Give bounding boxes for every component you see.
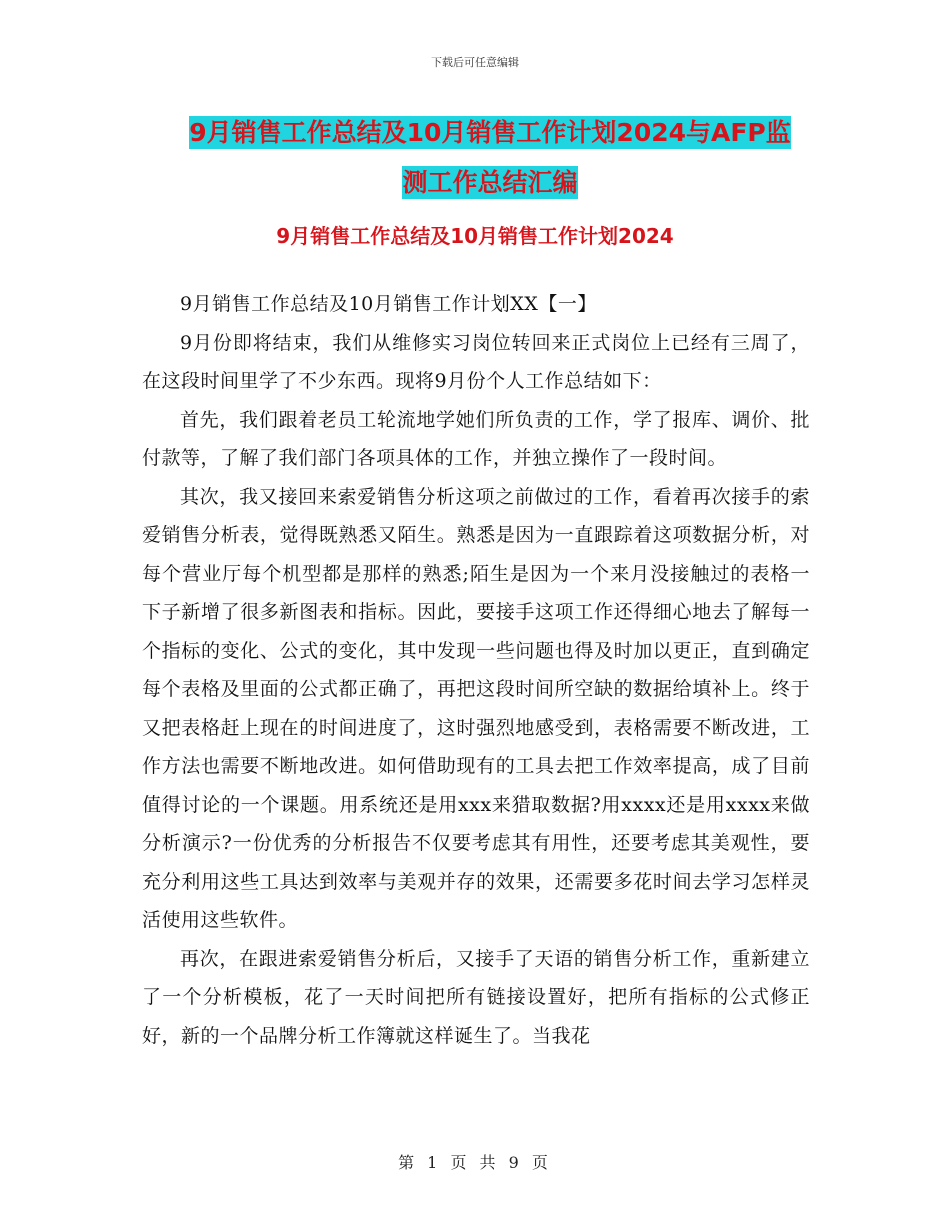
paragraph-2: 9月份即将结束，我们从维修实习岗位转回来正式岗位上已经有三周了，在这段时间里学了不少东西。现将9月份个人工作总结如下： — [142, 331, 810, 392]
paragraph-5: 再次，在跟进索爱销售分析后，又接手了天语的销售分析工作，重新建立了一个分析模板，花了一天时间把所有链接设置好，把所有指标的公式修正好，新的一个品牌分析工作簿就这样诞生了。当我花 — [142, 947, 810, 1047]
document-title-line-2: 测工作总结汇编 — [402, 168, 578, 197]
paragraph-3: 首先，我们跟着老员工轮流地学她们所负责的工作，学了报库、调价、批付款等，了解了我们部门各项具体的工作，并独立操作了一段时间。 — [142, 408, 810, 469]
header-note: 下载后可任意编辑 — [431, 56, 519, 69]
document-title-line-1: 9月销售工作总结及10月销售工作计划2024与AFP监 — [189, 118, 791, 147]
document-title — [140, 108, 840, 208]
page-footer: 第 1 页 共 9 页 — [398, 1153, 552, 1172]
document-body — [142, 285, 810, 1055]
section-title: 9月销售工作总结及10月销售工作计划2024 — [276, 224, 674, 248]
paragraph-1: 9月销售工作总结及10月销售工作计划XX【一】 — [180, 293, 597, 315]
paragraph-4: 其次，我又接回来索爱销售分析这项之前做过的工作，看着再次接手的索爱销售分析表，觉得既熟悉又陌生。熟悉是因为一直跟踪着这项数据分析，对每个营业厅每个机型都是那样的熟悉;陌生是因为一个来月没接触过的表格一下子新增了很多新图表和指标。因此，要接手这项工作还得细心地去了解每一个指标的变化、公式的变化，其中发现一些问题也得及时加以更正，直到确定每个表格及里面的公式都正确了，再把这段时间所空缺的数据给填补上。终于又把表格赶上现在的时间进度了，这时强烈地感受到，表格需要不断改进，工作方法也需要不断地改进。如何借助现有的工具去把工作效率提高，成了目前值得讨论的一个课题。用系统还是用xxx来猎取数据?用xxxx还是用xxxx来做分析演示?一份优秀的分析报告不仅要考虑其有用性，还要考虑其美观性，要充分利用这些工具达到效率与美观并存的效果，还需要多花时间去学习怎样灵活使用这些软件。 — [142, 485, 810, 931]
